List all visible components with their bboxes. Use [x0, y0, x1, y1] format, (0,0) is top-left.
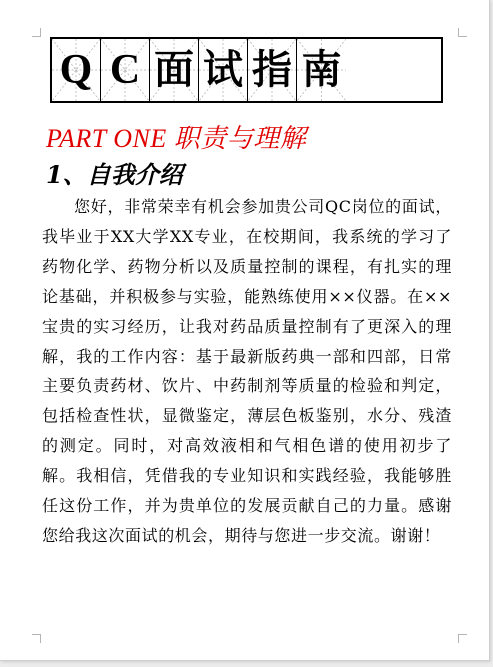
title-cell	[248, 39, 297, 101]
part-heading: PART ONE 职责与理解	[46, 124, 307, 153]
title-cell	[101, 39, 150, 101]
title-char: Q	[59, 47, 93, 93]
title-char: 面	[154, 47, 194, 93]
title-char: 南	[301, 47, 342, 93]
title-cell	[297, 39, 346, 101]
title-cell	[150, 39, 199, 101]
crop-mark-top-left	[32, 28, 41, 37]
crop-mark-bottom-right	[458, 634, 467, 643]
section-heading: 1、自我介绍	[46, 160, 183, 189]
crop-mark-bottom-left	[32, 634, 41, 643]
body-paragraph: 您好，非常荣幸有机会参加贵公司QC岗位的面试，我毕业于XX大学XX专业，在校期间，我系统的学习了药物化学、药物分析以及质量控制的课程，有扎实的理论基础，并积极参与实验，能熟练使用××仪器。在××宝贵的实习经历，让我对药品质量控制有了更深入的理解，我的工作内容：基于最新版药典一部和四部，日常主要负责药材、饮片、中药制剂等质量的检验和判定，包括检查性状，显微鉴定，薄层色板鉴别，水分、残渣的测定。同时，对高效液相和气相色谱的使用初步了解。我相信，凭借我的专业知识和实践经验，我能够胜任这份工作，并为贵单位的发展贡献自己的力量。感谢您给我这次面试的机会，期待与您进一步交流。谢谢！	[42, 197, 452, 545]
title-char: 指	[252, 47, 292, 93]
title-char: C	[109, 47, 141, 93]
title-cell	[52, 39, 101, 101]
title-cell	[199, 39, 248, 101]
crop-mark-top-right	[458, 28, 467, 37]
title-grid	[50, 37, 443, 103]
title-char: 试	[203, 47, 243, 93]
